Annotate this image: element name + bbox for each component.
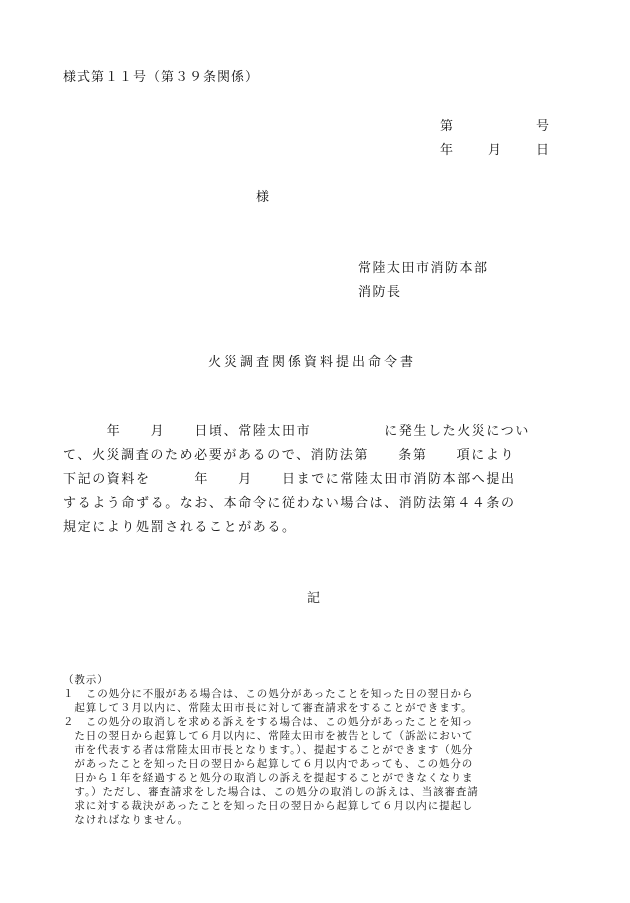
date-year: 年 <box>440 143 454 158</box>
body-line: するよう命ずる。なお、本命令に従わない場合は、消防法第４４条の <box>63 496 516 511</box>
notice-item-2-line: す。）ただし、審査請求をした場合は、この処分の取消しの訴えは、当該審査請 <box>63 786 479 798</box>
document-number-suffix: 号 <box>536 119 550 134</box>
document-number-prefix: 第 <box>440 119 454 134</box>
notice-item-1-line: 起算して３月以内に、常陸太田市長に対して審査請求をすることができます。 <box>63 702 473 714</box>
addressee-suffix: 様 <box>256 190 270 205</box>
notice-item-2-line: た日の翌日から起算して６月以内に、常陸太田市を被告として（訴訟において <box>63 730 474 742</box>
body-line: て、火災調査のため必要があるので、消防法第 条第 項により <box>63 448 516 463</box>
form-number: 様式第１１号（第３９条関係） <box>63 70 260 85</box>
notice-item-2-line: があったことを知った日の翌日から起算して６月以内であっても、この処分の <box>63 758 474 770</box>
notice-item-2-line: 市を代表する者は常陸太田市長となります。）、提起することができます（処分 <box>63 744 474 756</box>
body-line: 規定により処罰されることがある。 <box>63 520 297 535</box>
issuer-title: 消防長 <box>358 285 402 300</box>
document-title: 火災調査関係資料提出命令書 <box>208 355 417 370</box>
date-day: 日 <box>536 143 550 158</box>
notice-item-2-line: なければなりません。 <box>63 814 190 826</box>
ki-heading: 記 <box>307 591 321 606</box>
notice-item-2-line: ２ この処分の取消しを求める訴えをする場合は、この処分があったことを知っ <box>63 716 474 728</box>
notice-heading: （教示） <box>63 674 109 686</box>
date-month: 月 <box>488 143 502 158</box>
issuer-organization: 常陸太田市消防本部 <box>358 261 489 276</box>
notice-item-2-line: 求に対する裁決があったことを知った日の翌日から起算して６月以内に提起し <box>63 800 474 812</box>
body-line: 下記の資料を 年 月 日までに常陸太田市消防本部へ提出 <box>63 472 516 487</box>
notice-item-1-line: １ この処分に不服がある場合は、この処分があったことを知った日の翌日から <box>63 688 474 700</box>
body-line: 年 月 日頃、常陸太田市 に発生した火災につい <box>63 424 530 439</box>
notice-item-2-line: 日から１年を経過すると処分の取消しの訴えを提起することができなくなりま <box>63 772 474 784</box>
